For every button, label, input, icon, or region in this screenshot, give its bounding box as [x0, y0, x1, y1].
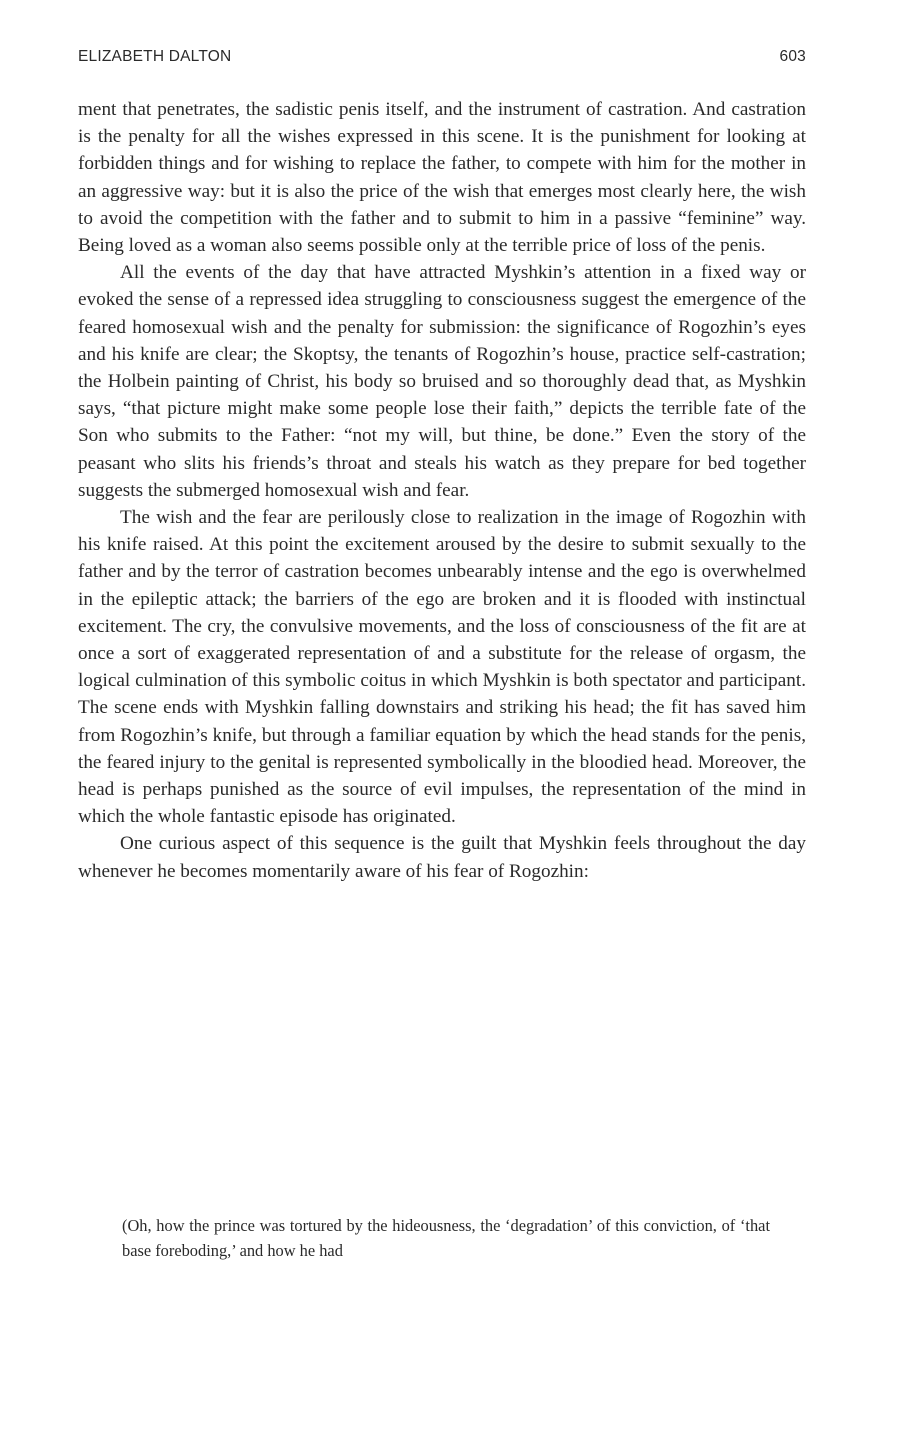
body-text: [78, 96, 806, 885]
running-head-author: ELIZABETH DALTON: [78, 48, 232, 65]
paragraph-continued: ment that penetrates, the sadistic penis itself, and the instrument of castration. And castration is the penalty for all the wishes expressed in this scene. It is the punishment for looking at forbidden things and for wishing to replace the father, to compete with him for the mother in an aggressive way: but it is also the price of the wish that emerges most clearly here, the wish to avoid the competition with the father and to submit to him in a passive “feminine” way. Being loved as a woman also seems possible only at the terrible price of loss of the penis.: [78, 99, 806, 257]
running-head: [78, 48, 806, 72]
paragraph: One curious aspect of this sequence is the guilt that Myshkin feels throughout the day whenever he becomes momentarily aware of his fear of Rogozhin:: [78, 833, 806, 882]
block-quote-text: (Oh, how the prince was tortured by the hideousness, the ‘degradation’ of this conviction, of ‘that base foreboding,’ and how he had: [122, 1216, 770, 1260]
block-quote: [122, 1213, 770, 1263]
paragraph: All the events of the day that have attracted Myshkin’s attention in a fixed way or evoked the sense of a repressed idea struggling to consciousness suggest the emergence of the feared homosexual wish and the penalty for submission: the significance of Rogozhin’s eyes and his knife are clear; the Skoptsy, the tenants of Rogozhin’s house, practice self-castration; the Holbein painting of Christ, his body so bruised and so thoroughly dead that, as Myshkin says, “that picture might make some people lose their faith,” depicts the terrible fate of the Son who submits to the Father: “not my will, but thine, be done.” Even the story of the peasant who slits his friends’s throat and steals his watch as they prepare for bed together suggests the submerged homosexual wish and fear.: [78, 262, 806, 501]
page-number: 603: [779, 48, 806, 65]
paragraph: The wish and the fear are perilously close to realization in the image of Rogozhin with his knife raised. At this point the excitement aroused by the desire to submit sexually to the father and by the terror of castration becomes unbearably intense and the ego is overwhelmed in the epileptic attack; the barriers of the ego are broken and it is flooded with instinctual excitement. The cry, the convulsive movements, and the loss of consciousness of the fit are at once a sort of exaggerated representation of and a substitute for the release of orgasm, the logical culmination of this symbolic coitus in which Myshkin is both spectator and participant. The scene ends with Myshkin falling downstairs and striking his head; the fit has saved him from Rogozhin’s knife, but through a familiar equation by which the head stands for the penis, the feared injury to the genital is represented symbolically in the bloodied head. Moreover, the head is perhaps punished as the source of evil impulses, the representation of the mind in which the whole fantastic episode has originated.: [78, 507, 806, 828]
